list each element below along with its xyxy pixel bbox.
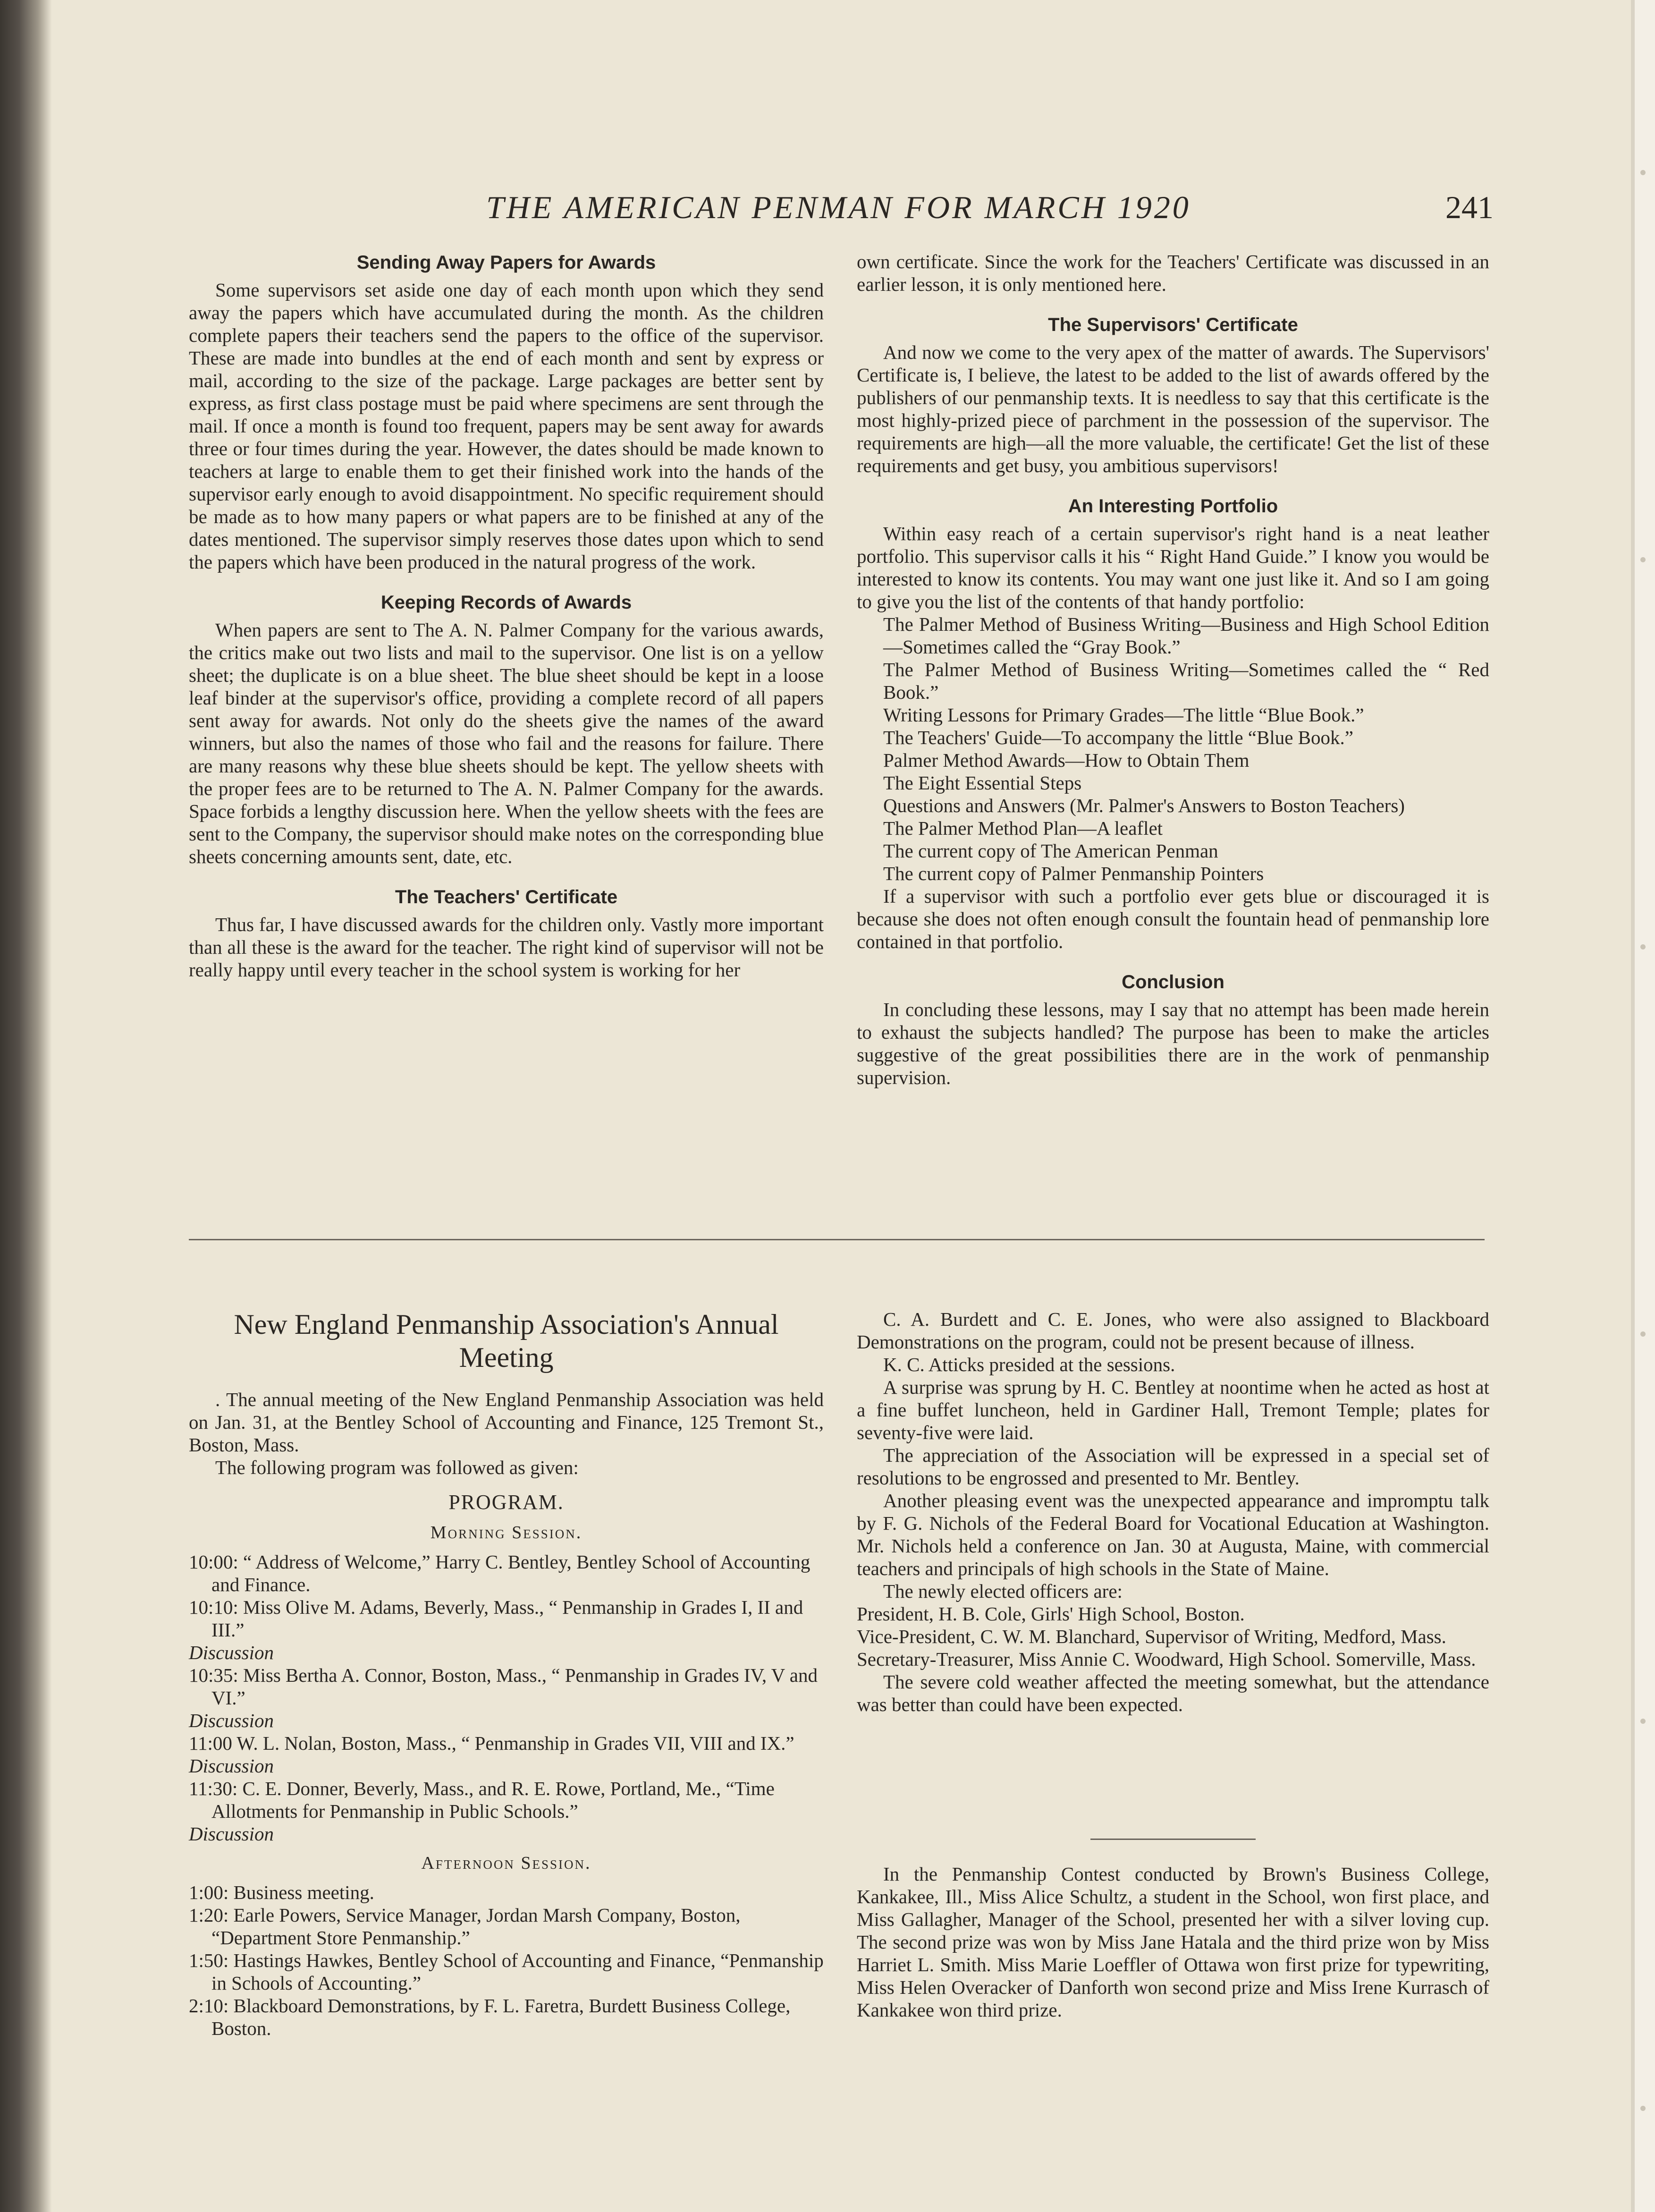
list-item: The Eight Essential Steps [883, 772, 1082, 794]
article-paragraph: The severe cold weather affected the meeting somewhat, but the attendance was better than could have been expected. [857, 1671, 1489, 1715]
officer-item: Vice-President, C. W. M. Blanchard, Supervisor of Writing, Medford, Mass. [857, 1626, 1446, 1647]
portfolio-list [857, 613, 1489, 885]
section-paragraph: Within easy reach of a certain supervisor's right hand is a neat leather portfolio. This supervisor calls it his “ Right Hand Guide.” I know you would be interested to know its contents. You may want one just like it. And so I am going to give you the list of the contents of that handy portfolio: [857, 523, 1489, 612]
article-title-line1: New England Penmanship Association's Annual [234, 1309, 779, 1340]
page-margin-strip [1631, 0, 1655, 2212]
morning-session-heading: Morning Session. [430, 1523, 583, 1542]
section-paragraph: If a supervisor with such a portfolio ever gets blue or discouraged it is because she does not often enough consult the fountain head of penmanship lore contained in that portfolio. [857, 885, 1489, 952]
program-discussion: Discussion [189, 1755, 274, 1777]
section-heading: The Teachers' Certificate [395, 887, 618, 907]
article-paragraph: The newly elected officers are: [883, 1580, 1123, 1602]
program-heading: PROGRAM. [448, 1491, 564, 1514]
contest-note [857, 1863, 1489, 2021]
morning-program-list [189, 1551, 824, 1845]
section-heading: Keeping Records of Awards [380, 592, 632, 613]
program-item: 11:00 W. L. Nolan, Boston, Mass., “ Penmanship in Grades VII, VIII and IX.” [189, 1732, 794, 1754]
section-paragraph: When papers are sent to The A. N. Palmer Company for the various awards, the critics make out two lists and mail to the supervisor. One list is on a yellow sheet; the duplicate is on a blue sheet. The blue sheet should be kept in a loose leaf binder at the supervisor's office, providing a complete record of all papers sent away for awards. Not only do the sheets give the names of the award winners, but also the names of those who fail and the reasons for failure. There are many reasons why these blue sheets should be kept. The yellow sheets with the proper fees are to be returned to The A. N. Palmer Company for the awards. Space forbids a lengthy discussion here. When the yellow sheets with the fees are sent to the Company, the supervisor should make notes on the corresponding blue sheets concerning amounts sent, date, etc. [189, 619, 824, 867]
list-item: The Palmer Method of Business Writing—Business and High School Edition—Sometimes called the “Gray Book.” [883, 613, 1489, 658]
list-item: Questions and Answers (Mr. Palmer's Answers to Boston Teachers) [883, 795, 1405, 816]
section-paragraph: Thus far, I have discussed awards for the children only. Vastly more important than all these is the award for the teacher. The right kind of supervisor will not be really happy until every teacher in the school system is working for her [189, 914, 824, 981]
article-paragraph: A surprise was sprung by H. C. Bentley at noontime when he acted as host at a fine buffet luncheon, held in Gardiner Hall, Tremont Temple; plates for seventy-five were laid. [857, 1376, 1489, 1443]
article-paragraph: Another pleasing event was the unexpected appearance and impromptu talk by F. G. Nichols of the Federal Board for Vocational Education at Washington. Mr. Nichols held a conference on Jan. 30 at Augusta, Maine, with commercial teachers and principals of high schools in the State of Maine. [857, 1490, 1489, 1579]
program-item: 1:50: Hastings Hawkes, Bentley School of Accounting and Finance, “Penmanship in Schools of Accounting.” [189, 1949, 824, 1994]
page-number: 241 [1445, 189, 1494, 225]
upper-left-column [189, 250, 824, 981]
afternoon-session-heading: Afternoon Session. [421, 1853, 591, 1873]
upper-right-column [857, 250, 1489, 1089]
program-item: 2:10: Blackboard Demonstrations, by F. L. Faretra, Burdett Business College, Boston. [189, 1995, 791, 2039]
continuation-paragraph: own certificate. Since the work for the Teachers' Certificate was discussed in an earlier lesson, it is only mentioned here. [857, 251, 1489, 295]
article-paragraph: The appreciation of the Association will be expressed in a special set of resolutions to be engrossed and presented to Mr. Bentley. [857, 1444, 1489, 1489]
article-paragraph: K. C. Atticks presided at the sessions. [883, 1354, 1175, 1375]
section-paragraph: Some supervisors set aside one day of each month upon which they send away the papers which have accumulated during the month. As the children complete papers their teachers send the papers to the office of the supervisor. These are made into bundles at the end of each month and sent by express or mail, according to the size of the package. Large packages are better sent by express, as first class postage must be paid where specimens are sent through the mail. If once a month is found too frequent, papers may be sent away for awards three or four times during the year. However, the dates should be made known to teachers at large to enable them to get their finished work into the hands of the supervisor early enough to avoid disappointment. No specific requirement should be made as to how many papers or what papers are to be finished at any of the dates mentioned. The supervisor simply reserves those dates upon which to send the papers which have been produced in the natural progress of the work. [189, 279, 824, 573]
article-intro-2: The following program was followed as given: [215, 1457, 579, 1478]
article-intro: . The annual meeting of the New England Penmanship Association was held on Jan. 31, at the Bentley School of Accounting and Finance, 125 Tremont St., Boston, Mass. [189, 1389, 824, 1456]
section-heading: An Interesting Portfolio [1068, 496, 1278, 517]
program-discussion: Discussion [189, 1823, 274, 1845]
list-item: The current copy of The American Penman [883, 840, 1218, 862]
program-discussion: Discussion [189, 1642, 274, 1663]
lower-right-column [857, 1308, 1489, 1716]
section-heading: Sending Away Papers for Awards [356, 252, 656, 273]
program-item: 1:20: Earle Powers, Service Manager, Jordan Marsh Company, Boston, “Department Store Penmanship.” [189, 1904, 741, 1949]
article-title-line2: Meeting [459, 1342, 554, 1373]
contest-paragraph: In the Penmanship Contest conducted by Brown's Business College, Kankakee, Ill., Miss Alice Schultz, a student in the School, won first place, and Miss Gallagher, Manager of the School, presented her with a silver loving cup. The second prize was won by Miss Jane Hatala and the third prize won by Miss Harriet L. Smith. Miss Marie Loeffler of Ottawa won first prize for typewriting, Miss Helen Overacker of Danforth won second prize and Miss Irene Kurrasch of Kankakee won third prize. [857, 1863, 1489, 2021]
list-item: The Palmer Method of Business Writing—Sometimes called the “ Red Book.” [883, 659, 1489, 703]
section-paragraph: In concluding these lessons, may I say that no attempt has been made herein to exhaust the subjects handled? The purpose has been to make the articles suggestive of the great possibilities there are in the work of penmanship supervision. [857, 999, 1489, 1088]
list-item: Writing Lessons for Primary Grades—The little “Blue Book.” [883, 704, 1364, 726]
page-binding-shadow [0, 0, 52, 2212]
program-item: 10:00: “ Address of Welcome,” Harry C. Bentley, Bentley School of Accounting and Finance. [189, 1551, 811, 1595]
list-item: The current copy of Palmer Penmanship Pointers [883, 863, 1264, 884]
program-item: 10:10: Miss Olive M. Adams, Beverly, Mass., “ Penmanship in Grades I, II and III.” [189, 1596, 803, 1641]
officers-list [857, 1602, 1489, 1670]
running-head: THE AMERICAN PENMAN FOR MARCH 1920 [486, 189, 1191, 225]
list-item: The Teachers' Guide—To accompany the little “Blue Book.” [883, 727, 1353, 748]
program-item: 10:35: Miss Bertha A. Connor, Boston, Mass., “ Penmanship in Grades IV, V and VI.” [189, 1664, 818, 1709]
program-item: 1:00: Business meeting. [189, 1881, 374, 1903]
lower-left-column [189, 1308, 824, 2040]
afternoon-program-list [189, 1881, 824, 2040]
section-paragraph: And now we come to the very apex of the matter of awards. The Supervisors' Certificate is, I believe, the latest to be added to the list of awards offered by the publishers of our penmanship texts. It is needless to say that this certificate is the most highly-prized piece of parchment in the possession of the supervisor. The requirements are high—all the more valuable, the certificate! Get the list of these requirements and get busy, you ambitious supervisors! [857, 341, 1489, 476]
list-item: The Palmer Method Plan—A leaflet [883, 817, 1163, 839]
section-heading: Conclusion [1122, 972, 1224, 992]
article-paragraph: C. A. Burdett and C. E. Jones, who were also assigned to Blackboard Demonstrations on the program, could not be present because of illness. [857, 1308, 1489, 1353]
section-heading: The Supervisors' Certificate [1048, 314, 1298, 335]
list-item: Palmer Method Awards—How to Obtain Them [883, 749, 1250, 771]
officer-item: President, H. B. Cole, Girls' High School, Boston. [857, 1603, 1245, 1625]
officer-item: Secretary-Treasurer, Miss Annie C. Woodward, High School. Somerville, Mass. [857, 1648, 1476, 1670]
short-divider [1090, 1839, 1256, 1840]
section-divider [189, 1239, 1485, 1240]
article-title [189, 1308, 824, 1374]
program-discussion: Discussion [189, 1710, 274, 1731]
program-item: 11:30: C. E. Donner, Beverly, Mass., and R. E. Rowe, Portland, Me., “Time Allotments for Penmanship in Public Schools.” [189, 1778, 775, 1822]
